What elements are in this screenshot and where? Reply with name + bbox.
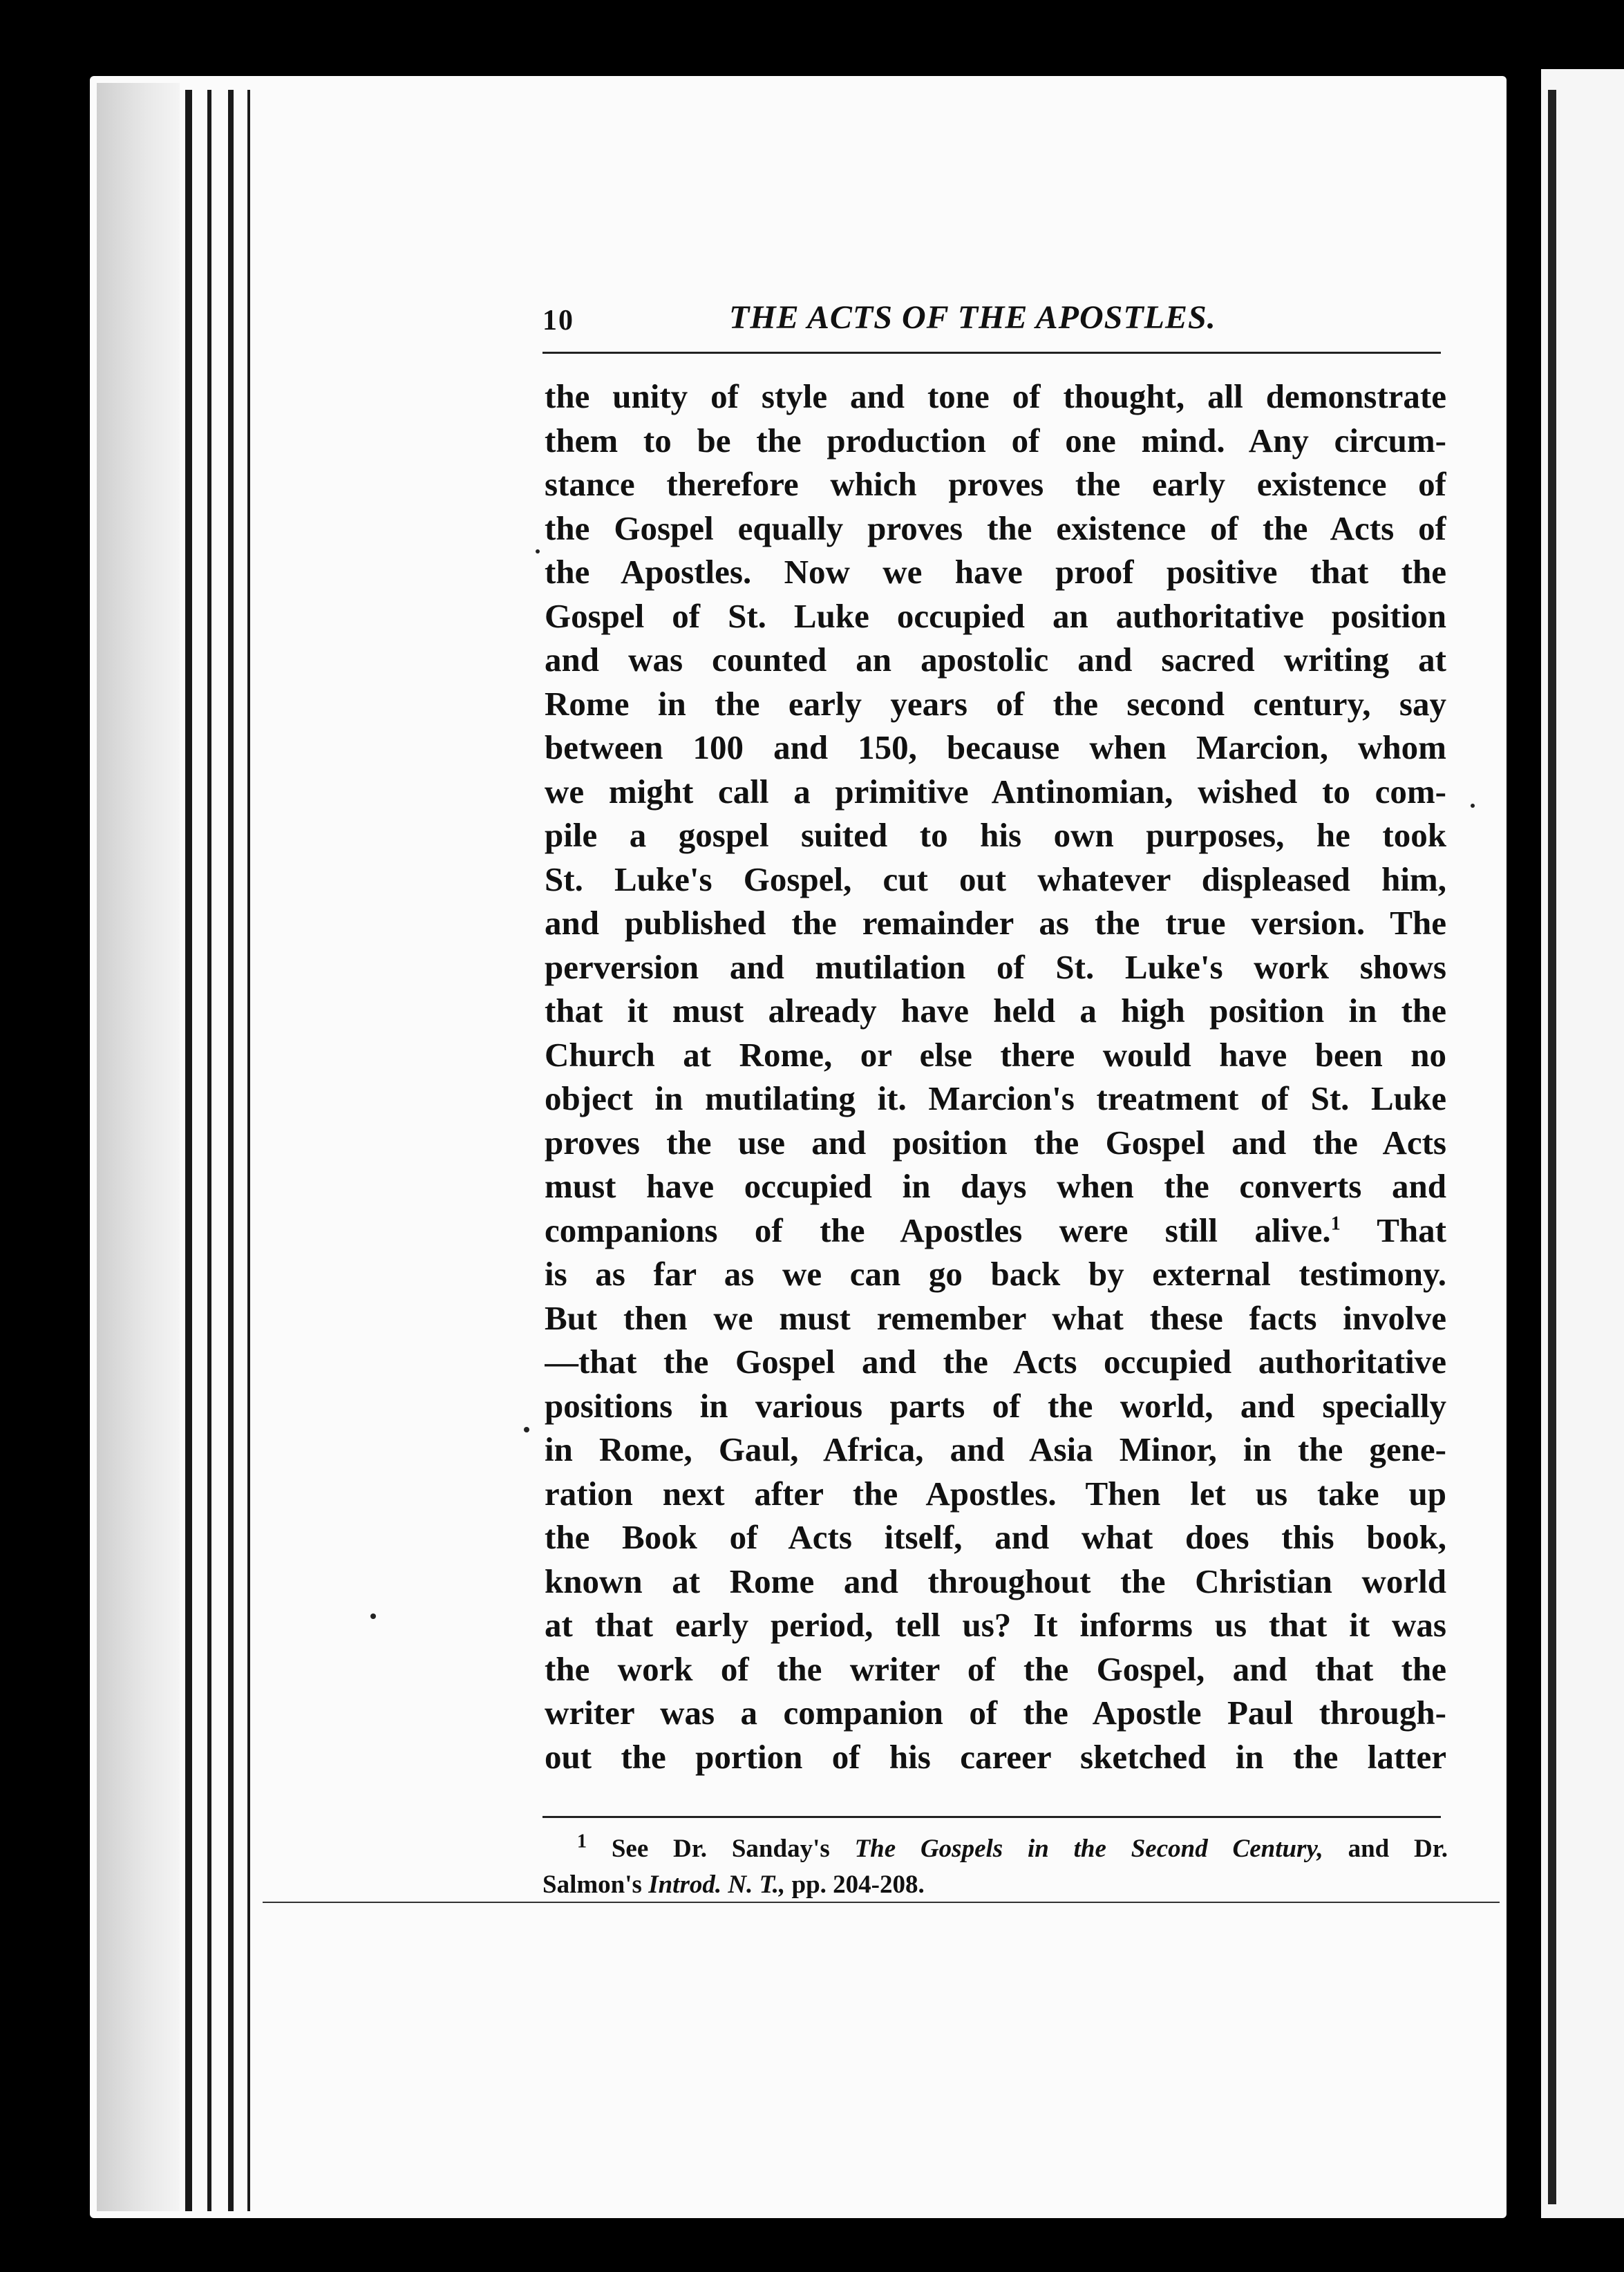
text-line: Gospel of St. Luke occupied an authoritative position — [545, 596, 1446, 635]
footnote-title: Introd. N. T., — [648, 1871, 786, 1899]
text-line: Church at Rome, or else there would have been no — [545, 1035, 1446, 1074]
adjacent-page-edge — [1548, 90, 1556, 2204]
text-line: the Book of Acts itself, and what does this book, — [545, 1518, 1446, 1556]
footnote-prefix: See Dr. Sanday's — [611, 1835, 830, 1863]
text-line: St. Luke's Gospel, cut out whatever displeased him, — [545, 860, 1446, 898]
scan-speck — [524, 1427, 529, 1432]
text-line: them to be the production of one mind. Any circum- — [545, 421, 1446, 460]
footnote-mid: and Dr. — [1348, 1835, 1448, 1863]
line-tail: That — [1377, 1211, 1446, 1249]
text-line: perversion and mutilation of St. Luke's work shows — [545, 947, 1446, 986]
footnote-pages: pp. 204-208. — [791, 1871, 925, 1899]
page-number: 10 — [542, 305, 574, 337]
text-line: object in mutilating it. Marcion's treatment of St. Luke — [545, 1079, 1446, 1117]
body-text — [545, 375, 1446, 1779]
header-rule — [542, 352, 1441, 354]
text-line: the unity of style and tone of thought, all demonstrate — [545, 377, 1446, 415]
running-title: THE ACTS OF THE APOSTLES. — [729, 299, 1216, 336]
scan-crease-line — [263, 1902, 1500, 1903]
text-line: and was counted an apostolic and sacred writing at — [545, 641, 1446, 679]
footnote-title: The Gospels in the Second Century, — [854, 1835, 1323, 1863]
text-line: between 100 and 150, because when Marcion, whom — [545, 728, 1446, 766]
text-line: But then we must remember what these facts involve — [545, 1298, 1446, 1337]
text-line: stance therefore which proves the early existence of — [545, 465, 1446, 503]
text-line: the Gospel equally proves the existence of the Acts of — [545, 509, 1446, 547]
scan-speck — [370, 1613, 376, 1619]
footnote-marker: 1 — [1330, 1213, 1341, 1235]
footnote-author: Salmon's — [542, 1871, 642, 1899]
right-border — [1507, 0, 1534, 2272]
page-edge — [228, 90, 234, 2211]
footnote-rule — [542, 1816, 1441, 1818]
text-line: and published the remainder as the true version. The — [545, 904, 1446, 942]
text-line: Rome in the early years of the second century, say — [545, 684, 1446, 723]
page-edge — [247, 90, 250, 2211]
footnote — [542, 1831, 1448, 1903]
line-text: companions of the Apostles were still alive. — [545, 1211, 1331, 1249]
page-edge — [207, 90, 211, 2211]
page-edge — [185, 90, 192, 2211]
footnote-line — [542, 1831, 1448, 1867]
footnote-line — [542, 1867, 1448, 1903]
text-line: out the portion of his career sketched in the latter — [545, 1737, 1446, 1776]
text-line: the work of the writer of the Gospel, and that the — [545, 1649, 1446, 1688]
text-line-with-footnote — [545, 1209, 1446, 1253]
text-line: at that early period, tell us? It informs us that it was — [545, 1606, 1446, 1644]
text-line: the Apostles. Now we have proof positive that the — [545, 553, 1446, 591]
text-line: we might call a primitive Antinomian, wished to com- — [545, 772, 1446, 811]
text-line: positions in various parts of the world, and specially — [545, 1386, 1446, 1425]
page-gutter-shadow — [97, 83, 180, 2211]
text-line: writer was a companion of the Apostle Paul through- — [545, 1694, 1446, 1732]
page-header — [542, 299, 1441, 340]
text-line: pile a gospel suited to his own purposes, he took — [545, 816, 1446, 854]
footnote-number: 1 — [577, 1830, 587, 1853]
text-line: known at Rome and throughout the Christian world — [545, 1562, 1446, 1600]
scan-speck — [536, 549, 540, 553]
scan-speck — [1471, 804, 1475, 808]
text-line: ration next after the Apostles. Then let us take up — [545, 1474, 1446, 1513]
text-line: must have occupied in days when the converts and — [545, 1167, 1446, 1205]
text-line: is as far as we can go back by external testimony. — [545, 1255, 1446, 1293]
text-line: proves the use and position the Gospel and the Acts — [545, 1123, 1446, 1162]
text-line: that it must already have held a high position in the — [545, 992, 1446, 1030]
text-line: in Rome, Gaul, Africa, and Asia Minor, in the gene- — [545, 1430, 1446, 1468]
text-line: —that the Gospel and the Acts occupied authoritative — [545, 1343, 1446, 1381]
